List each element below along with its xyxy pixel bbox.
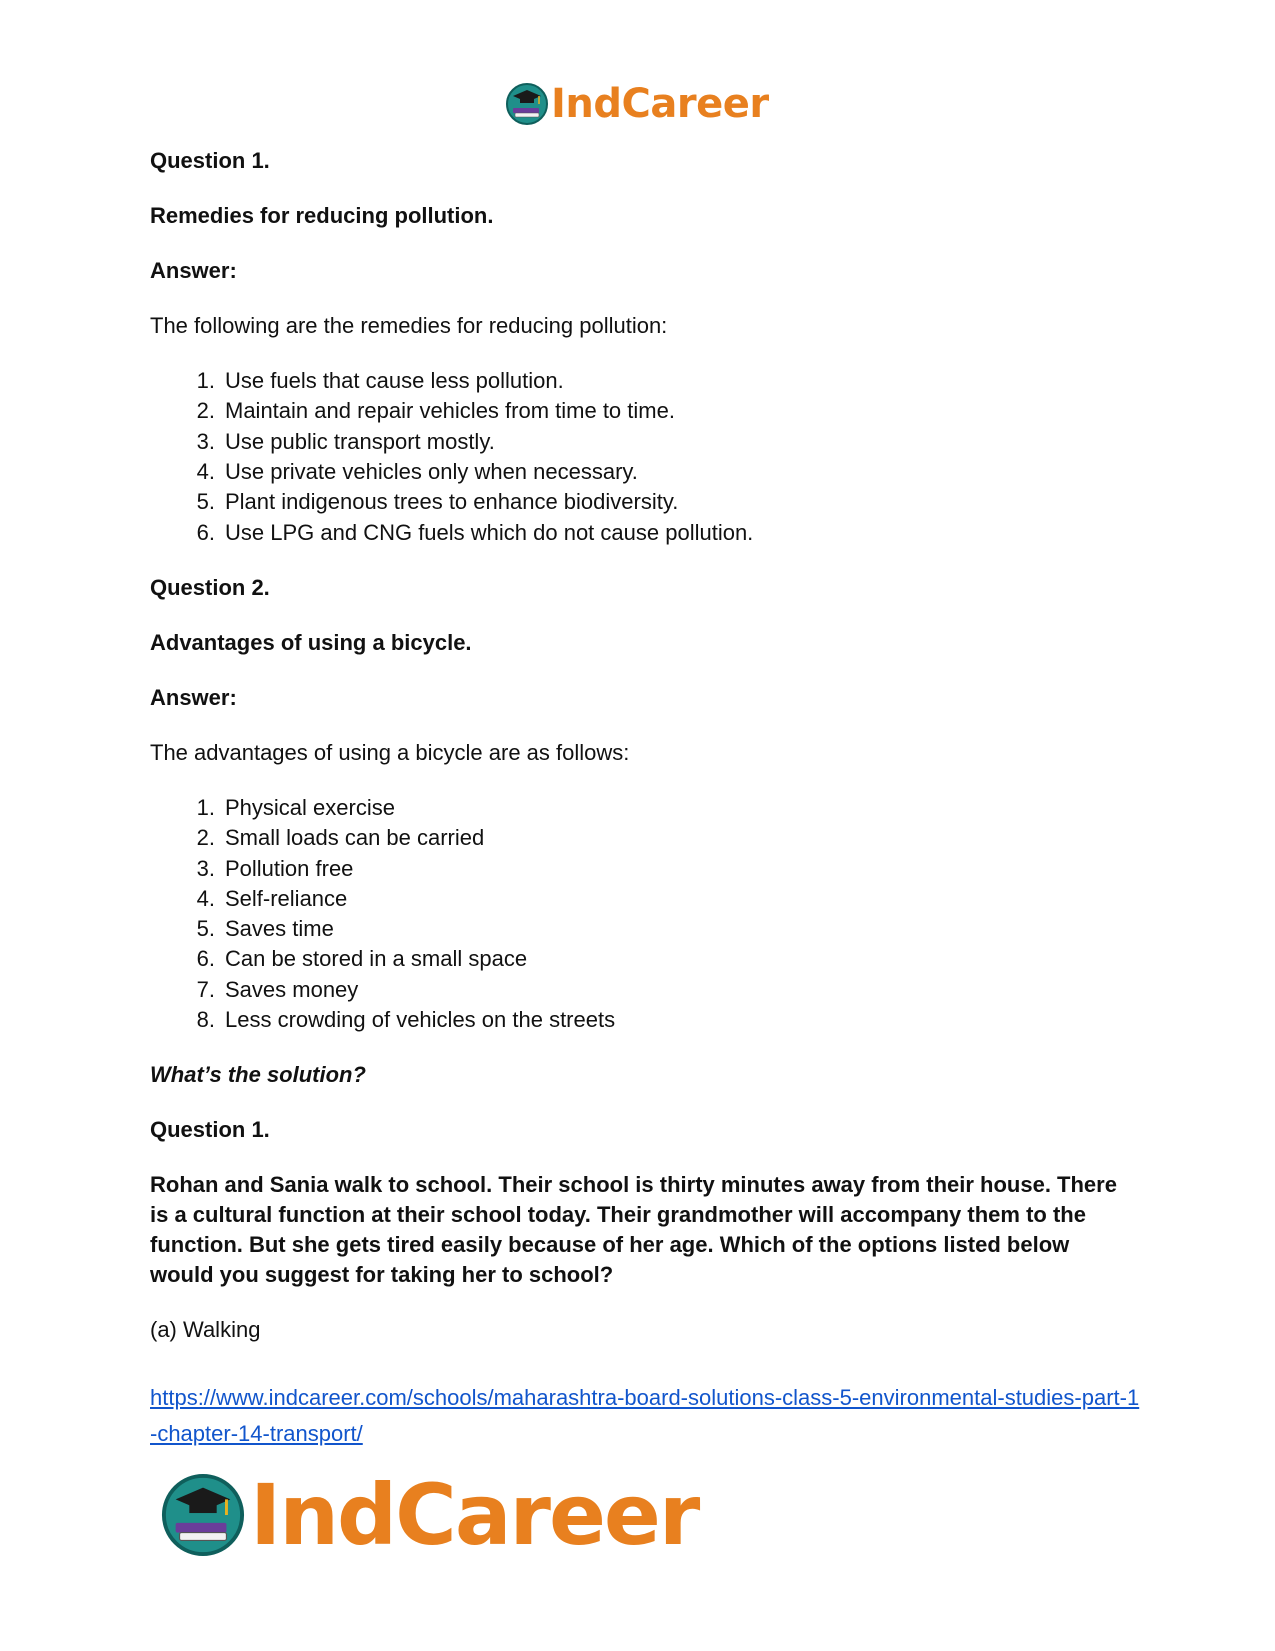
section-heading: What’s the solution? xyxy=(150,1062,366,1088)
header-logo xyxy=(505,80,769,128)
remedies-list xyxy=(150,366,1130,548)
graduation-cap-books-logo-icon xyxy=(505,82,549,126)
list-item: 1. Physical exercise xyxy=(196,794,395,820)
advantages-list xyxy=(150,793,1130,1035)
question-label: Question 1. xyxy=(150,1117,270,1143)
answer-intro: The following are the remedies for reducing pollution: xyxy=(150,313,668,338)
brand-wordmark: IndCareer xyxy=(250,1466,699,1564)
question-title: Advantages of using a bicycle. xyxy=(150,629,472,655)
list-item: 2. Small loads can be carried xyxy=(196,825,485,851)
list-item: 7. Saves money xyxy=(196,976,359,1002)
answer-label: Answer: xyxy=(150,684,237,710)
list-item: 5. Plant indigenous trees to enhance biodiversity. xyxy=(196,489,679,515)
list-item: 8. Less crowding of vehicles on the streets xyxy=(196,1007,616,1032)
list-item: 3. Pollution free xyxy=(196,855,354,881)
document-body xyxy=(150,146,1130,1370)
source-link[interactable]: https://www.indcareer.com/schools/maharashtra-board-solutions-class-5-environmental-studies-part-1-chapter-14-transport/ xyxy=(150,1385,1140,1446)
list-item: 3. Use public transport mostly. xyxy=(196,428,495,454)
question-label: Question 2. xyxy=(150,574,270,600)
answer-label: Answer: xyxy=(150,258,237,283)
list-item: 2. Maintain and repair vehicles from time to time. xyxy=(196,398,675,424)
list-item: 4. Use private vehicles only when necessary. xyxy=(196,459,638,485)
list-item: 6. Can be stored in a small space xyxy=(196,946,528,972)
list-item: 5. Saves time xyxy=(196,916,334,942)
list-item: 4. Self-reliance xyxy=(196,885,348,911)
brand-wordmark: IndCareer xyxy=(551,81,769,127)
question-prompt: Rohan and Sania walk to school. Their school is thirty minutes away from their house. There is a cultural function at their school today. Their grandmother will accompany them to the function. But she gets tired easily because of her age. Which of the options listed below would you suggest for taking her to school? xyxy=(150,1172,1117,1288)
question-label: Question 1. xyxy=(150,148,270,173)
footer-logo xyxy=(160,1465,698,1565)
graduation-cap-books-logo-icon xyxy=(160,1472,246,1558)
answer-option: (a) Walking xyxy=(150,1317,261,1343)
list-item: 1. Use fuels that cause less pollution. xyxy=(196,368,564,394)
list-item: 6. Use LPG and CNG fuels which do not cause pollution. xyxy=(196,519,754,545)
question-title: Remedies for reducing pollution. xyxy=(150,203,494,228)
answer-intro: The advantages of using a bicycle are as follows: xyxy=(150,739,630,765)
